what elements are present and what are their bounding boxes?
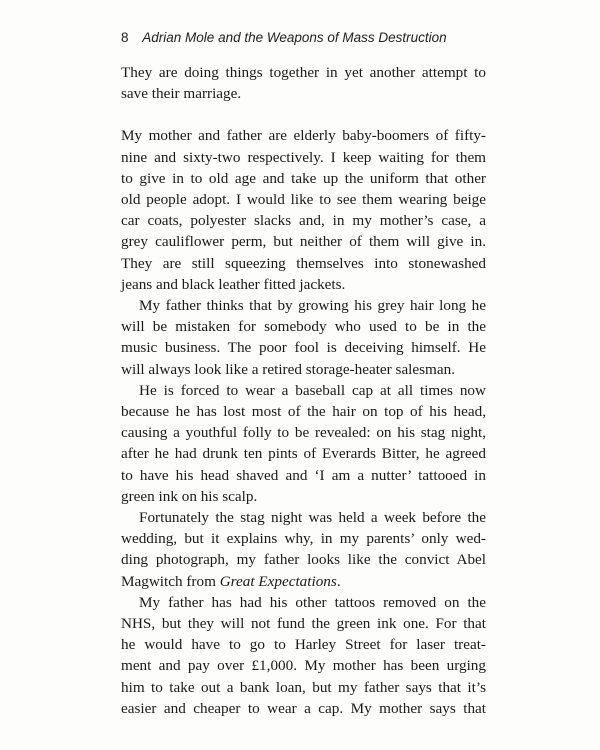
text-line: ment and pay over £1,000. My mother has been urging	[121, 657, 486, 675]
text-line: My mother and father are elderly baby-boomers of fifty-	[121, 127, 486, 145]
text-line: old people adopt. I would like to see them wearing beige	[121, 191, 486, 209]
text-line: causing a youthful folly to be revealed: on his stag night,	[121, 424, 486, 442]
text-line: green ink on his scalp.	[121, 487, 258, 505]
text-line: car coats, polyester slacks and, in my mother’s case, a	[121, 212, 486, 230]
text-line: save their marriage.	[121, 85, 242, 103]
body-text	[121, 62, 486, 719]
paragraph-1	[121, 62, 486, 104]
text-line: will be mistaken for somebody who used to be in the	[121, 318, 486, 336]
text-line: because he has lost most of the hair on top of his head,	[121, 403, 486, 421]
text-line: music business. The poor fool is deceiving himself. He	[121, 339, 486, 357]
text-line: jeans and black leather fitted jackets.	[121, 275, 346, 293]
text-run: .	[336, 572, 341, 590]
paragraph-4	[121, 380, 486, 507]
text-line: He is forced to wear a baseball cap at all times now	[139, 381, 486, 399]
text-line: will always look like a retired storage-heater salesman.	[121, 360, 455, 378]
text-line: easier and cheaper to wear a cap. My mother says that	[121, 699, 486, 717]
text-line: They are doing things together in yet another attempt to	[121, 64, 486, 81]
text-line: he would have to go to Harley Street for laser treat-	[121, 636, 486, 654]
text-line: wedding, but it explains why, in my parents’ only wed-	[121, 530, 486, 548]
paragraph-6	[121, 592, 486, 719]
text-run: Magwitch from	[121, 572, 220, 590]
book-title: Adrian Mole and the Weapons of Mass Destruction	[142, 30, 447, 45]
running-head	[121, 30, 447, 45]
text-line: ding photograph, my father looks like the convict Abel	[121, 551, 486, 569]
paragraph-5	[121, 507, 486, 592]
text-line: after he had drunk ten pints of Everards Bitter, he agreed	[121, 445, 486, 463]
text-line: nine and sixty-two respectively. I keep waiting for them	[121, 148, 486, 166]
text-line: They are still squeezing themselves into stonewashed	[121, 254, 486, 272]
text-line: My father thinks that by growing his grey hair long he	[139, 297, 486, 315]
paragraph-2	[121, 125, 486, 295]
text-line: to give in to old age and take up the uniform that other	[121, 169, 486, 187]
text-line: grey cauliflower perm, but neither of them will give in.	[121, 233, 486, 251]
page-number: 8	[121, 30, 129, 45]
text-line: to have his head shaved and ‘I am a nutter’ tattooed in	[121, 466, 486, 484]
paragraph-3	[121, 295, 486, 380]
text-line: My father has had his other tattoos removed on the	[139, 593, 486, 611]
book-reference: Great Expectations	[219, 572, 337, 590]
text-line: Fortunately the stag night was held a week before the	[139, 509, 486, 527]
text-line: NHS, but they will not fund the green ink one. For that	[121, 615, 486, 633]
text-line: him to take out a bank loan, but my father says that it’s	[121, 678, 486, 696]
text-line	[121, 571, 486, 592]
